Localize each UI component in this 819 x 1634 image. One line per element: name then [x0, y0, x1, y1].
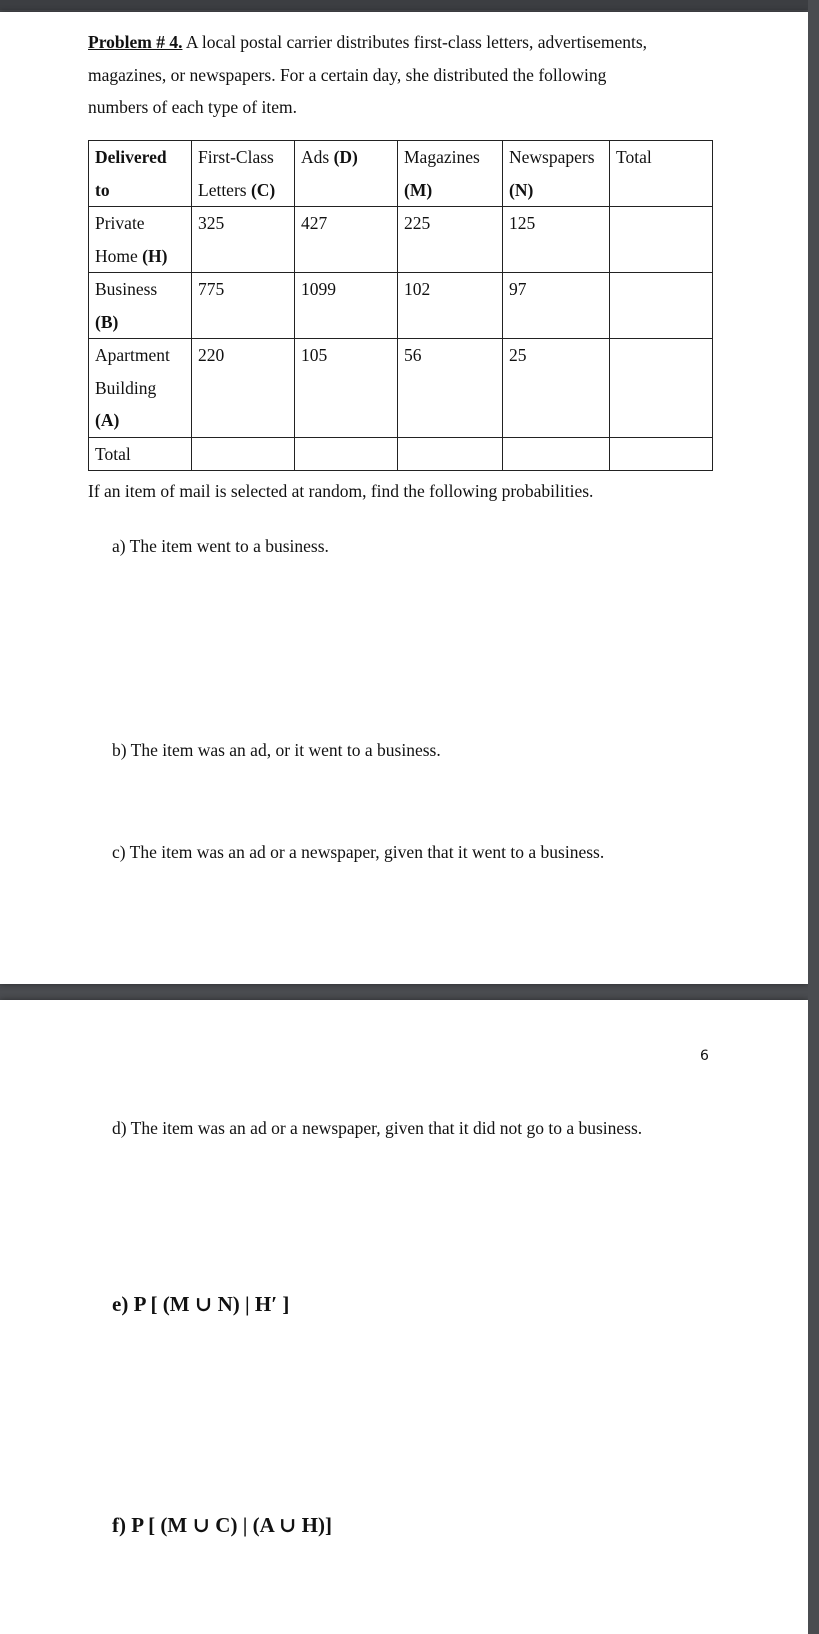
cell-ads: 105	[295, 339, 398, 438]
header-newspapers: Newspapers (N)	[503, 141, 610, 207]
header-ads: Ads (D)	[295, 141, 398, 207]
intro-line-2: magazines, or newspapers. For a certain day, she distributed the following	[88, 64, 607, 85]
cell-magazines: 225	[398, 207, 503, 273]
cell-ads	[295, 437, 398, 471]
table-row	[89, 273, 713, 339]
problem-title: Problem # 4.	[88, 32, 183, 52]
intro-line-1: A local postal carrier distributes first-class letters, advertisements,	[182, 32, 648, 52]
part-f: f) P [ (M ∪ C) | (A ∪ H)]	[112, 1513, 333, 1537]
document-page-2	[0, 1000, 808, 1634]
cell-magazines: 56	[398, 339, 503, 438]
cell-total	[610, 207, 713, 273]
viewer-top-bar	[0, 0, 819, 10]
cell-magazines	[398, 437, 503, 471]
header-first-class-letters: First-Class Letters (C)	[192, 141, 295, 207]
question-text: If an item of mail is selected at random, find the following probabilities.	[88, 481, 594, 501]
row-label-apartment-building: Apartment Building (A)	[89, 339, 192, 438]
cell-total	[610, 339, 713, 438]
problem-intro	[88, 26, 708, 124]
header-delivered-to: Delivered to	[89, 141, 192, 207]
cell-total	[610, 273, 713, 339]
cell-newspapers: 25	[503, 339, 610, 438]
cell-total	[610, 437, 713, 471]
row-label-total: Total	[89, 437, 192, 471]
cell-newspapers: 97	[503, 273, 610, 339]
cell-letters: 220	[192, 339, 295, 438]
cell-magazines: 102	[398, 273, 503, 339]
part-d: d) The item was an ad or a newspaper, given that it did not go to a business.	[112, 1118, 643, 1138]
row-label-business: Business (B)	[89, 273, 192, 339]
viewer-scrollbar-track[interactable]	[808, 0, 819, 1634]
table-row	[89, 207, 713, 273]
cell-ads: 427	[295, 207, 398, 273]
cell-newspapers: 125	[503, 207, 610, 273]
mail-distribution-table	[88, 140, 713, 471]
part-c: c) The item was an ad or a newspaper, given that it went to a business.	[112, 842, 605, 862]
table-header-row	[89, 141, 713, 207]
table-total-row	[89, 437, 713, 471]
cell-ads: 1099	[295, 273, 398, 339]
cell-letters: 325	[192, 207, 295, 273]
part-a: a) The item went to a business.	[112, 536, 329, 556]
intro-line-3: numbers of each type of item.	[88, 97, 297, 117]
part-e: e) P [ (M ∪ N) | H′ ]	[112, 1292, 290, 1316]
cell-letters: 775	[192, 273, 295, 339]
header-magazines: Magazines (M)	[398, 141, 503, 207]
page-number: 6	[700, 1048, 709, 1064]
part-b: b) The item was an ad, or it went to a business.	[112, 740, 441, 760]
header-total: Total	[610, 141, 713, 207]
row-label-private-home: Private Home (H)	[89, 207, 192, 273]
cell-newspapers	[503, 437, 610, 471]
cell-letters	[192, 437, 295, 471]
table-row	[89, 339, 713, 438]
